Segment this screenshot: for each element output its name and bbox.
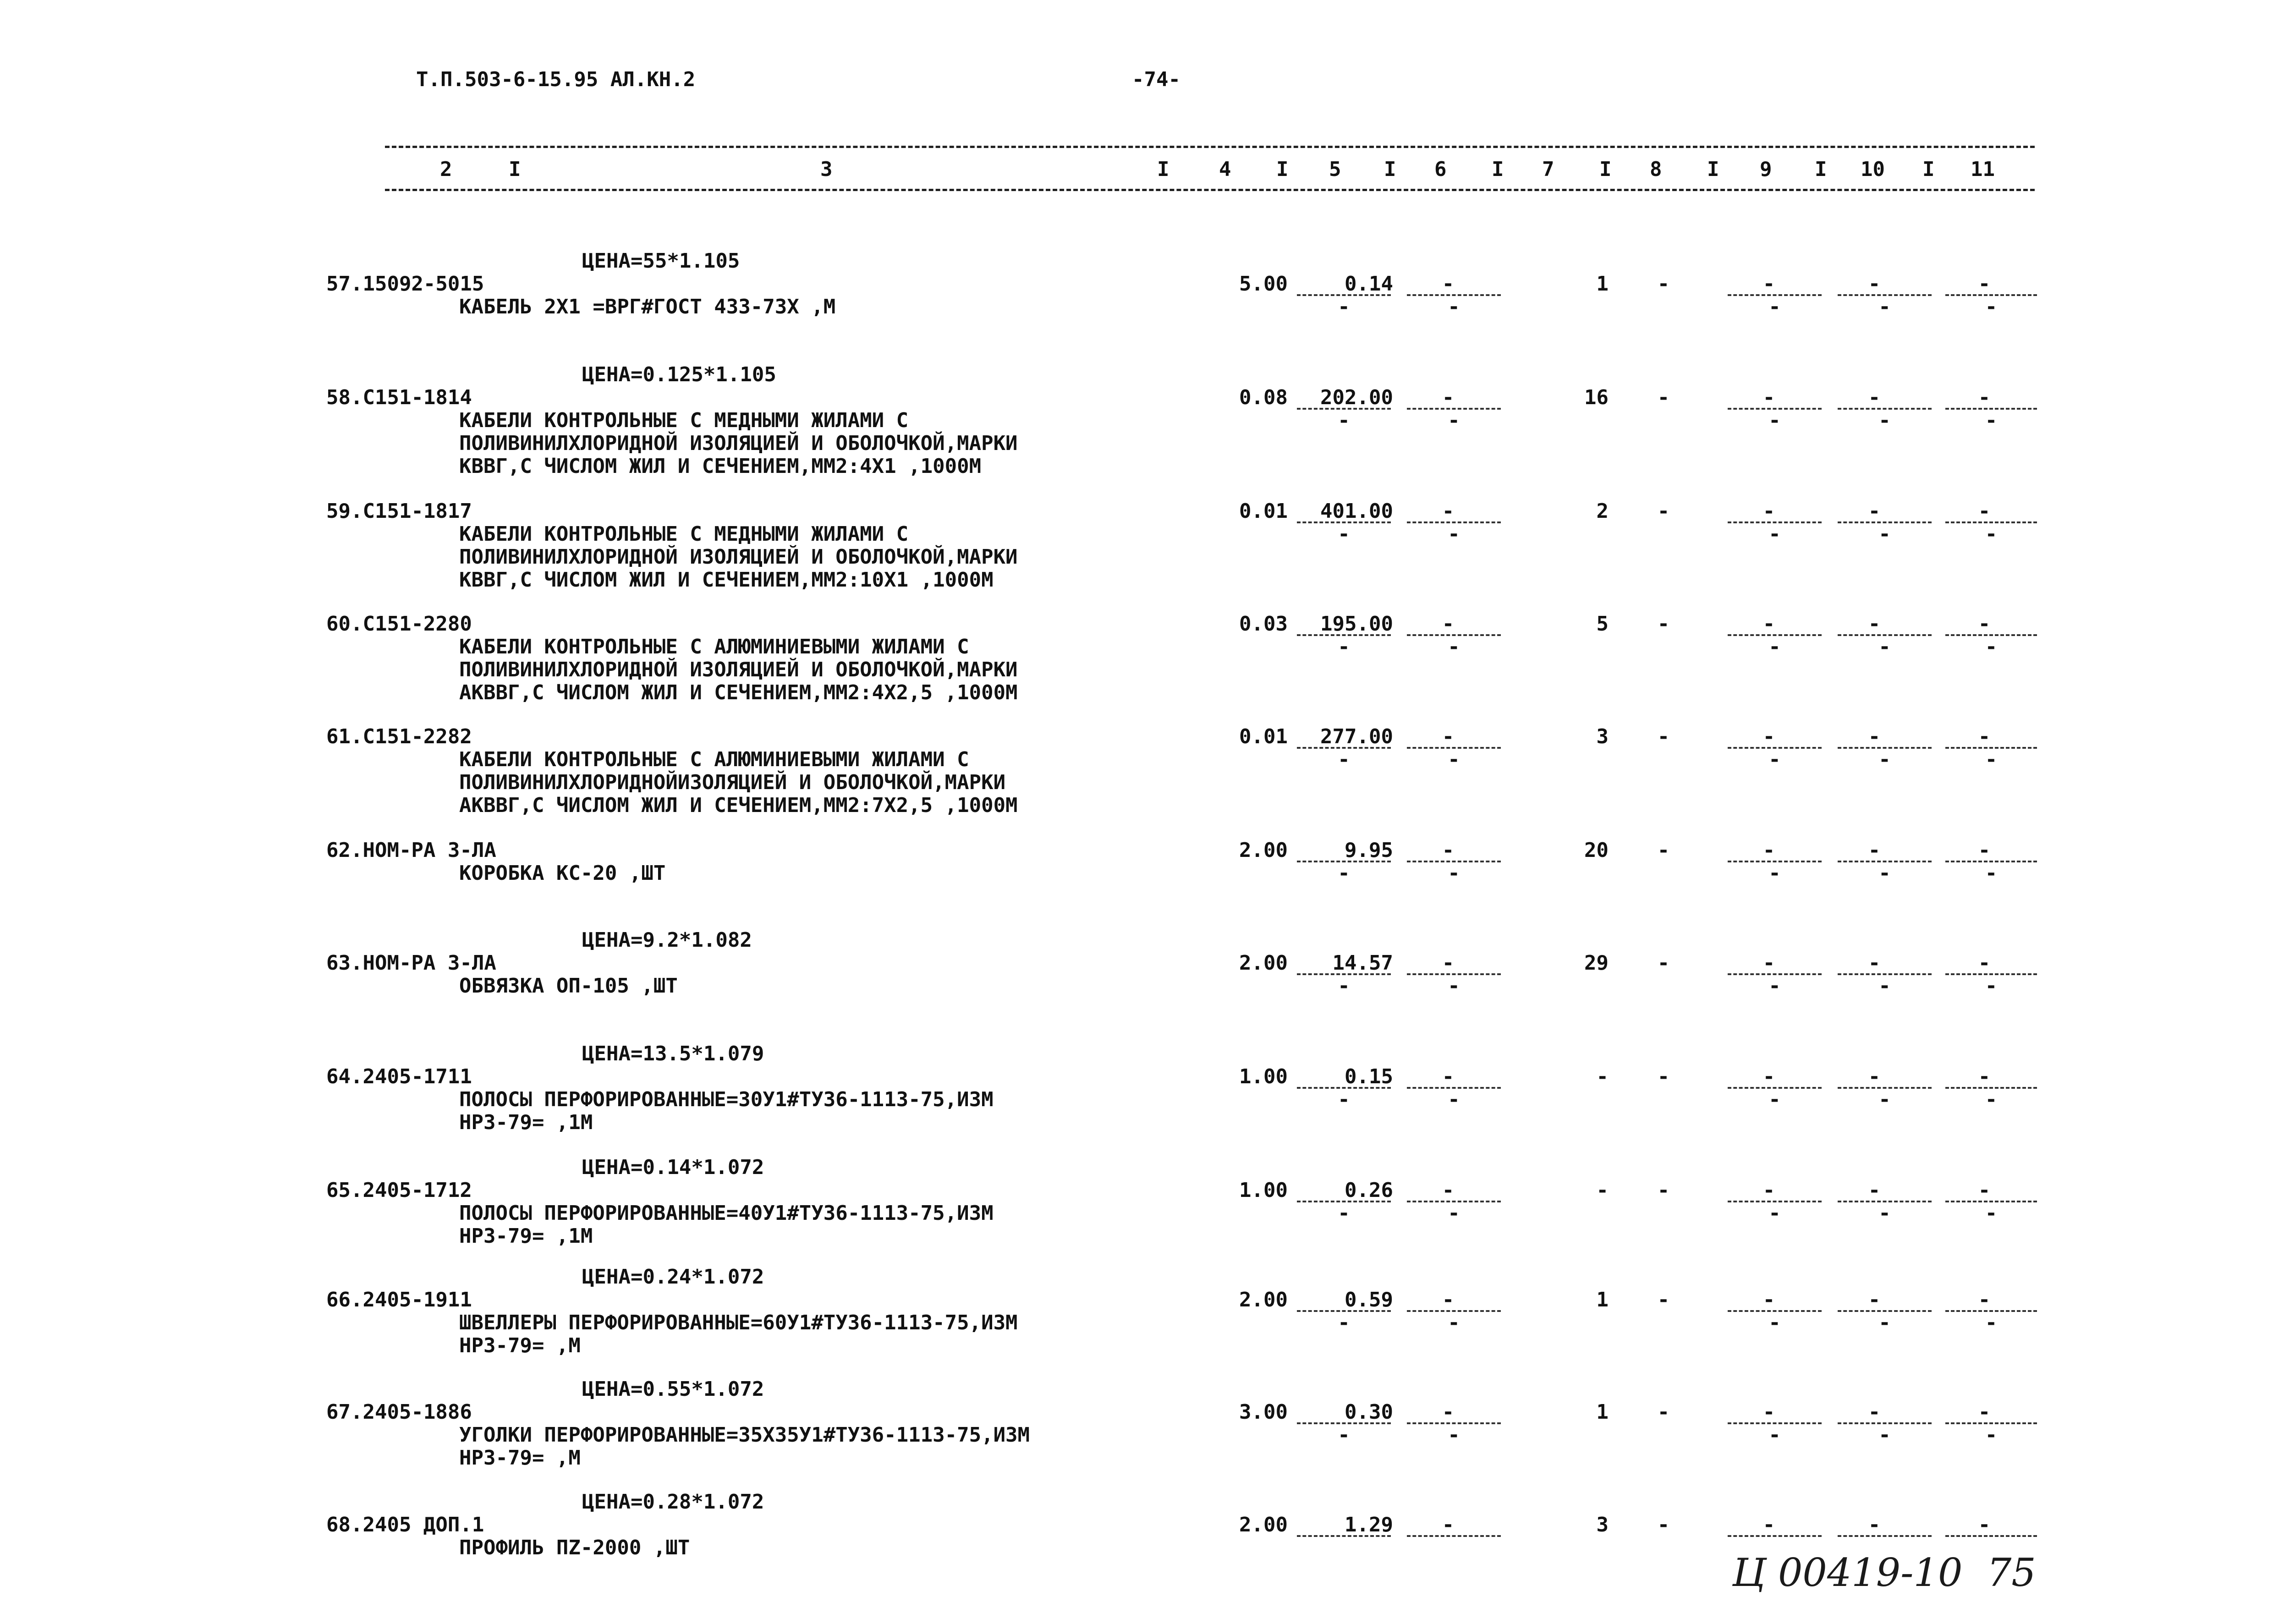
col6-value: - (1442, 839, 1455, 862)
col6-sub-value: - (1448, 295, 1460, 318)
price-formula: ЦЕНА=0.14*1.072 (582, 1156, 764, 1179)
item-code: 67.2405-1886 (326, 1400, 472, 1424)
item-code: 66.2405-1911 (326, 1288, 472, 1311)
col8-value: - (1657, 839, 1670, 862)
col7-value: - (1596, 1179, 1609, 1202)
price-formula: ЦЕНА=55*1.105 (582, 249, 740, 273)
col6-value: - (1442, 386, 1455, 409)
cell-dashed-rule (1728, 1535, 1822, 1537)
col8-value: - (1657, 272, 1670, 296)
col9-sub-value: - (1768, 1088, 1781, 1111)
price-formula: ЦЕНА=9.2*1.082 (582, 928, 752, 952)
col7-value: 3 (1596, 725, 1609, 748)
doc-reference: Т.П.503-6-15.95 АЛ.КН.2 (416, 68, 696, 91)
item-code: 65.2405-1712 (326, 1179, 472, 1202)
item-code: 68.2405 ДОП.1 (326, 1513, 484, 1536)
col11-sub-value: - (1985, 409, 1998, 432)
item-description-line: АКВВГ,С ЧИСЛОМ ЖИЛ И СЕЧЕНИЕМ,ММ2:7Х2,5 ,1000М (459, 794, 1018, 817)
price-formula: ЦЕНА=0.28*1.072 (582, 1490, 764, 1514)
item-code: 62.НОМ-РА 3-ЛА (326, 839, 496, 862)
col11-sub-value: - (1985, 295, 1998, 318)
item-description-line: НР3-79= ,М (459, 1334, 581, 1357)
col10-sub-value: - (1878, 974, 1891, 998)
col5-sub-value: - (1338, 974, 1350, 998)
col9-sub-value: - (1768, 748, 1781, 771)
cell-dashed-rule (1297, 1535, 1391, 1537)
col11-sub-value: - (1985, 1202, 1998, 1225)
col6-value: - (1442, 1179, 1455, 1202)
col9-sub-value: - (1768, 409, 1781, 432)
col10-sub-value: - (1878, 861, 1891, 885)
col6-sub-value: - (1448, 635, 1460, 658)
col5-sub-value: - (1338, 635, 1350, 658)
col5-sub-value: - (1338, 748, 1350, 771)
col9-sub-value: - (1768, 635, 1781, 658)
col5-sub-value: - (1338, 1423, 1350, 1447)
column-separator: I (1815, 158, 1827, 181)
col6-value: - (1442, 1288, 1455, 1311)
col7-value: 3 (1596, 1513, 1609, 1536)
col5-value: 202.00 (1320, 386, 1393, 409)
col9-value: - (1762, 1513, 1775, 1536)
col6-sub-value: - (1448, 1202, 1460, 1225)
col11-value: - (1978, 1400, 1991, 1424)
col4-value: 2.00 (1239, 1288, 1288, 1311)
col11-value: - (1978, 951, 1991, 975)
col8-value: - (1657, 725, 1670, 748)
col10-sub-value: - (1878, 1423, 1891, 1447)
item-code: 58.С151-1814 (326, 386, 472, 409)
col7-value: 1 (1596, 272, 1609, 296)
col4-value: 3.00 (1239, 1400, 1288, 1424)
table-top-rule (385, 146, 2035, 148)
col9-sub-value: - (1768, 1311, 1781, 1334)
col11-sub-value: - (1985, 1423, 1998, 1447)
col9-value: - (1762, 386, 1775, 409)
col5-sub-value: - (1338, 295, 1350, 318)
column-number-2: 2 (440, 158, 452, 181)
item-description-line: ПРОФИЛЬ ПZ-2000 ,ШТ (459, 1536, 690, 1559)
column-number-8: 8 (1650, 158, 1662, 181)
item-description-line: ПОЛИВИНИЛХЛОРИДНОЙ ИЗОЛЯЦИЕЙ И ОБОЛОЧКОЙ,МАРКИ (459, 658, 1018, 681)
item-code: 61.С151-2282 (326, 725, 472, 748)
item-description-line: КОРОБКА КС-20 ,ШТ (459, 861, 666, 885)
item-description-line: ПОЛИВИНИЛХЛОРИДНОЙ ИЗОЛЯЦИЕЙ И ОБОЛОЧКОЙ,МАРКИ (459, 432, 1018, 455)
col9-sub-value: - (1768, 522, 1781, 546)
col8-value: - (1657, 1513, 1670, 1536)
item-description-line: УГОЛКИ ПЕРФОРИРОВАННЫЕ=35Х35У1#ТУ36-1113-75,ИЗМ (459, 1423, 1030, 1447)
col5-sub-value: - (1338, 861, 1350, 885)
col6-sub-value: - (1448, 1311, 1460, 1334)
price-formula: ЦЕНА=0.125*1.105 (582, 363, 776, 386)
col10-sub-value: - (1878, 748, 1891, 771)
col11-value: - (1978, 386, 1991, 409)
col6-value: - (1442, 272, 1455, 296)
col9-value: - (1762, 1179, 1775, 1202)
column-number-4: 4 (1219, 158, 1231, 181)
col10-value: - (1868, 499, 1881, 523)
col11-sub-value: - (1985, 635, 1998, 658)
col9-sub-value: - (1768, 974, 1781, 998)
col7-value: 1 (1596, 1400, 1609, 1424)
col4-value: 0.01 (1239, 725, 1288, 748)
col4-value: 2.00 (1239, 839, 1288, 862)
col5-value: 9.95 (1345, 839, 1393, 862)
col9-sub-value: - (1768, 295, 1781, 318)
col5-sub-value: - (1338, 522, 1350, 546)
col10-value: - (1868, 1513, 1881, 1536)
col9-sub-value: - (1768, 861, 1781, 885)
col9-value: - (1762, 272, 1775, 296)
column-separator: I (1922, 158, 1935, 181)
item-code: 63.НОМ-РА 3-ЛА (326, 951, 496, 975)
col11-sub-value: - (1985, 748, 1998, 771)
item-code: 60.С151-2280 (326, 612, 472, 636)
col5-value: 0.30 (1345, 1400, 1393, 1424)
item-description-line: КАБЕЛИ КОНТРОЛЬНЫЕ С АЛЮМИНИЕВЫМИ ЖИЛАМИ С (459, 748, 969, 771)
col10-value: - (1868, 839, 1881, 862)
column-separator: I (1384, 158, 1396, 181)
col6-value: - (1442, 725, 1455, 748)
col5-sub-value: - (1338, 1202, 1350, 1225)
col11-value: - (1978, 725, 1991, 748)
col11-value: - (1978, 612, 1991, 636)
col4-value: 2.00 (1239, 951, 1288, 975)
col8-value: - (1657, 612, 1670, 636)
cell-dashed-rule (1407, 1535, 1501, 1537)
item-description-line: НР3-79= ,1М (459, 1224, 593, 1248)
col9-value: - (1762, 499, 1775, 523)
column-separator: I (1707, 158, 1719, 181)
col6-sub-value: - (1448, 409, 1460, 432)
cell-dashed-rule (1838, 1535, 1932, 1537)
column-number-9: 9 (1760, 158, 1772, 181)
col11-value: - (1978, 1288, 1991, 1311)
item-description-line: КАБЕЛЬ 2Х1 =ВРГ#ГОСТ 433-73Х ,М (459, 295, 836, 318)
col8-value: - (1657, 1065, 1670, 1088)
col11-value: - (1978, 1179, 1991, 1202)
col10-value: - (1868, 1400, 1881, 1424)
price-formula: ЦЕНА=0.55*1.072 (582, 1377, 764, 1401)
col6-sub-value: - (1448, 974, 1460, 998)
column-number-6: 6 (1434, 158, 1447, 181)
col7-value: 16 (1584, 386, 1609, 409)
col11-value: - (1978, 499, 1991, 523)
col9-sub-value: - (1768, 1423, 1781, 1447)
col5-value: 0.15 (1345, 1065, 1393, 1088)
col5-value: 277.00 (1320, 725, 1393, 748)
col10-value: - (1868, 1179, 1881, 1202)
col6-value: - (1442, 1400, 1455, 1424)
price-formula: ЦЕНА=13.5*1.079 (582, 1042, 764, 1065)
col5-sub-value: - (1338, 409, 1350, 432)
col8-value: - (1657, 386, 1670, 409)
col8-value: - (1657, 951, 1670, 975)
col4-value: 2.00 (1239, 1513, 1288, 1536)
col11-sub-value: - (1985, 522, 1998, 546)
col6-value: - (1442, 612, 1455, 636)
col7-value: 20 (1584, 839, 1609, 862)
col10-value: - (1868, 272, 1881, 296)
col6-value: - (1442, 1513, 1455, 1536)
col6-value: - (1442, 951, 1455, 975)
col9-value: - (1762, 725, 1775, 748)
column-number-11: 11 (1971, 158, 1995, 181)
item-description-line: НР3-79= ,М (459, 1446, 581, 1470)
item-description-line: КВВГ,С ЧИСЛОМ ЖИЛ И СЕЧЕНИЕМ,ММ2:4Х1 ,1000М (459, 455, 982, 478)
col7-value: 2 (1596, 499, 1609, 523)
col7-value: 5 (1596, 612, 1609, 636)
col10-sub-value: - (1878, 1202, 1891, 1225)
col7-value: 29 (1584, 951, 1609, 975)
col6-sub-value: - (1448, 748, 1460, 771)
col5-value: 0.59 (1345, 1288, 1393, 1311)
col6-sub-value: - (1448, 861, 1460, 885)
col10-value: - (1868, 612, 1881, 636)
col11-sub-value: - (1985, 861, 1998, 885)
col4-value: 0.01 (1239, 499, 1288, 523)
item-code: 64.2405-1711 (326, 1065, 472, 1088)
col4-value: 5.00 (1239, 272, 1288, 296)
column-separator: I (1276, 158, 1289, 181)
col11-sub-value: - (1985, 974, 1998, 998)
item-description-line: АКВВГ,С ЧИСЛОМ ЖИЛ И СЕЧЕНИЕМ,ММ2:4Х2,5 ,1000М (459, 681, 1018, 704)
col5-value: 14.57 (1332, 951, 1393, 975)
col8-value: - (1657, 1179, 1670, 1202)
col7-value: - (1596, 1065, 1609, 1088)
col7-value: 1 (1596, 1288, 1609, 1311)
col6-sub-value: - (1448, 1423, 1460, 1447)
col9-value: - (1762, 612, 1775, 636)
col4-value: 1.00 (1239, 1065, 1288, 1088)
col9-value: - (1762, 1288, 1775, 1311)
col10-value: - (1868, 725, 1881, 748)
col11-sub-value: - (1985, 1311, 1998, 1334)
col10-value: - (1868, 951, 1881, 975)
item-description-line: КАБЕЛИ КОНТРОЛЬНЫЕ С АЛЮМИНИЕВЫМИ ЖИЛАМИ С (459, 635, 969, 658)
col8-value: - (1657, 1400, 1670, 1424)
item-description-line: КВВГ,С ЧИСЛОМ ЖИЛ И СЕЧЕНИЕМ,ММ2:10Х1 ,1000М (459, 568, 994, 592)
item-description-line: ШВЕЛЛЕРЫ ПЕРФОРИРОВАННЫЕ=60У1#ТУ36-1113-75,ИЗМ (459, 1311, 1018, 1334)
col10-value: - (1868, 1065, 1881, 1088)
col10-sub-value: - (1878, 635, 1891, 658)
column-number-5: 5 (1329, 158, 1341, 181)
column-separator: I (509, 158, 521, 181)
col11-value: - (1978, 839, 1991, 862)
col6-value: - (1442, 499, 1455, 523)
col10-value: - (1868, 1288, 1881, 1311)
col9-value: - (1762, 1400, 1775, 1424)
col4-value: 0.08 (1239, 386, 1288, 409)
column-number-7: 7 (1542, 158, 1554, 181)
col10-value: - (1868, 386, 1881, 409)
col5-value: 1.29 (1345, 1513, 1393, 1536)
col5-value: 0.26 (1345, 1179, 1393, 1202)
col11-value: - (1978, 272, 1991, 296)
item-description-line: ПОЛИВИНИЛХЛОРИДНОЙИЗОЛЯЦИЕЙ И ОБОЛОЧКОЙ,МАРКИ (459, 771, 1006, 794)
cell-dashed-rule (1945, 1535, 2037, 1537)
col5-value: 401.00 (1320, 499, 1393, 523)
col5-value: 0.14 (1345, 272, 1393, 296)
col5-sub-value: - (1338, 1311, 1350, 1334)
col11-value: - (1978, 1513, 1991, 1536)
col6-sub-value: - (1448, 1088, 1460, 1111)
col8-value: - (1657, 1288, 1670, 1311)
price-formula: ЦЕНА=0.24*1.072 (582, 1265, 764, 1289)
column-separator: I (1492, 158, 1504, 181)
item-description-line: КАБЕЛИ КОНТРОЛЬНЫЕ С МЕДНЫМИ ЖИЛАМИ С (459, 409, 909, 432)
col10-sub-value: - (1878, 295, 1891, 318)
col4-value: 1.00 (1239, 1179, 1288, 1202)
col10-sub-value: - (1878, 522, 1891, 546)
column-number-3: 3 (820, 158, 833, 181)
col6-sub-value: - (1448, 522, 1460, 546)
item-description-line: НР3-79= ,1М (459, 1111, 593, 1134)
col11-sub-value: - (1985, 1088, 1998, 1111)
item-description-line: ПОЛОСЫ ПЕРФОРИРОВАННЫЕ=40У1#ТУ36-1113-75,ИЗМ (459, 1202, 994, 1225)
item-description-line: ПОЛИВИНИЛХЛОРИДНОЙ ИЗОЛЯЦИЕЙ И ОБОЛОЧКОЙ,МАРКИ (459, 545, 1018, 569)
column-separator: I (1599, 158, 1612, 181)
item-code: 57.15092-5015 (326, 272, 484, 296)
col6-value: - (1442, 1065, 1455, 1088)
col10-sub-value: - (1878, 1088, 1891, 1111)
col9-value: - (1762, 951, 1775, 975)
table-header-rule (385, 189, 2035, 191)
col4-value: 0.03 (1239, 612, 1288, 636)
col9-value: - (1762, 1065, 1775, 1088)
page-number: -74- (1132, 68, 1180, 91)
item-description-line: КАБЕЛИ КОНТРОЛЬНЫЕ С МЕДНЫМИ ЖИЛАМИ С (459, 522, 909, 546)
item-code: 59.С151-1817 (326, 499, 472, 523)
col10-sub-value: - (1878, 409, 1891, 432)
col11-value: - (1978, 1065, 1991, 1088)
handwritten-stamp: Ц 00419-10 75 (1732, 1550, 2036, 1595)
item-description-line: ОБВЯЗКА ОП-105 ,ШТ (459, 974, 678, 998)
item-description-line: ПОЛОСЫ ПЕРФОРИРОВАННЫЕ=30У1#ТУ36-1113-75,ИЗМ (459, 1088, 994, 1111)
col9-value: - (1762, 839, 1775, 862)
column-separator: I (1157, 158, 1169, 181)
col8-value: - (1657, 499, 1670, 523)
col5-sub-value: - (1338, 1088, 1350, 1111)
col5-value: 195.00 (1320, 612, 1393, 636)
col9-sub-value: - (1768, 1202, 1781, 1225)
col10-sub-value: - (1878, 1311, 1891, 1334)
column-number-10: 10 (1861, 158, 1885, 181)
